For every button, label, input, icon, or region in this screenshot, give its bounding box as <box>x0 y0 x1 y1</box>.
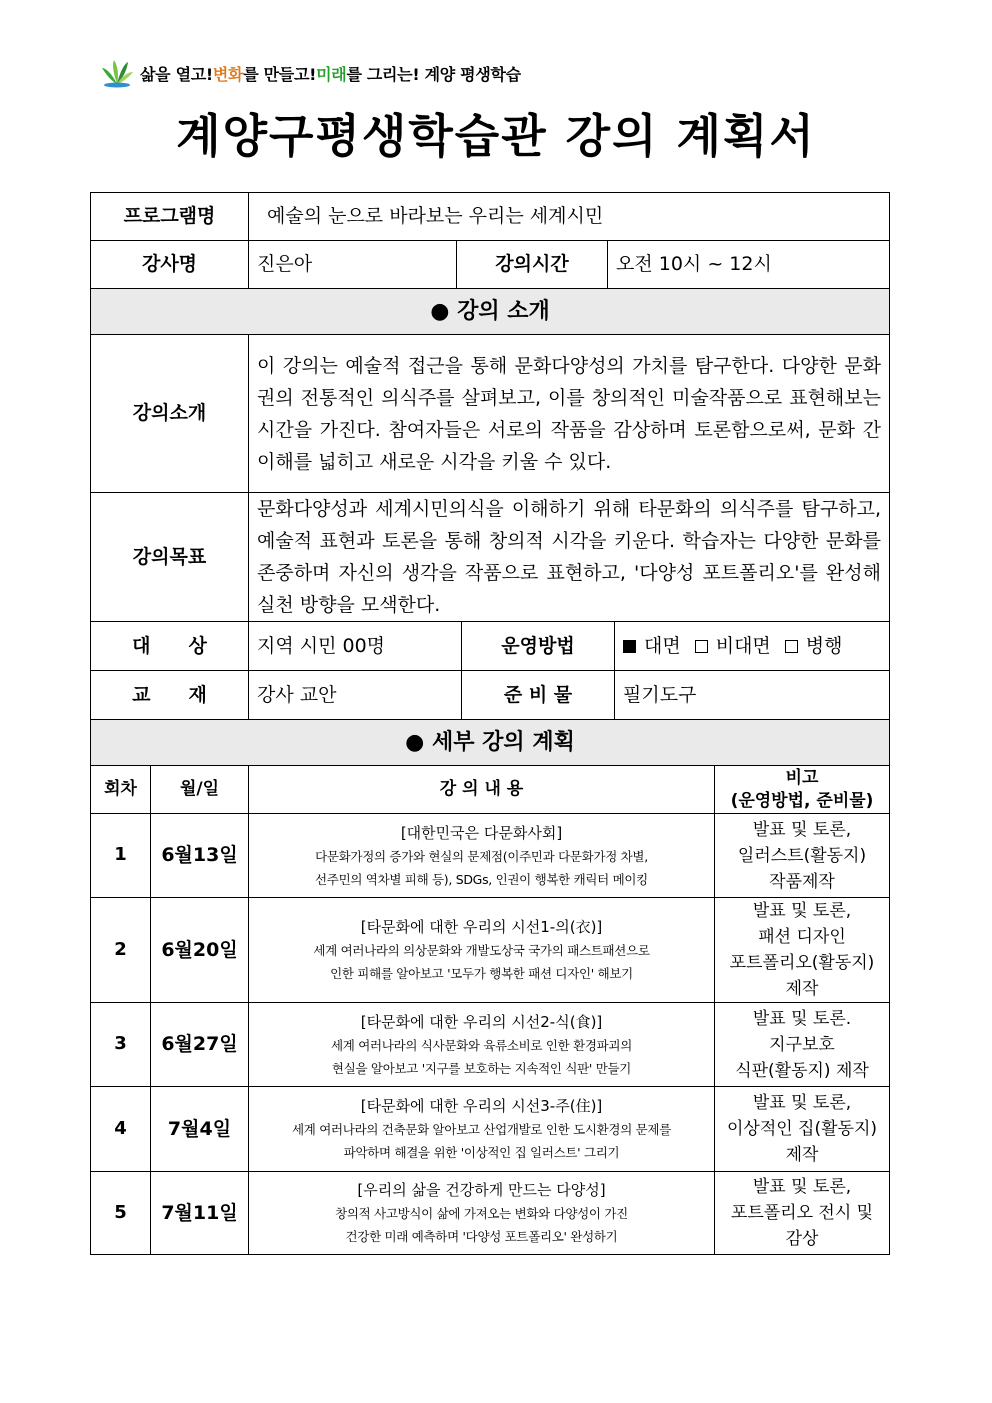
time-label: 강의시간 <box>457 241 608 289</box>
session-desc: 건강한 미래 예측하며 '다양성 포트폴리오' 완성하기 <box>345 1229 618 1244</box>
method-label: 운영방법 <box>462 622 615 671</box>
session-content <box>249 1003 715 1087</box>
goal-label: 강의목표 <box>91 493 249 622</box>
session-content <box>249 1087 715 1172</box>
prep-label: 준 비 물 <box>462 671 615 720</box>
session-title: [타문화에 대한 우리의 시선1-의(衣)] <box>360 918 603 936</box>
material-label: 교 재 <box>91 671 249 720</box>
header-date: 월/일 <box>151 766 249 814</box>
goal-row <box>91 493 890 622</box>
section-plan-title: ● 세부 강의 계획 <box>91 720 890 766</box>
session-remark: 발표 및 토론, 포트폴리오 전시 및 감상 <box>715 1172 890 1255</box>
session-remark: 발표 및 토론. 지구보호 식판(활동지) 제작 <box>715 1003 890 1087</box>
program-row <box>91 193 890 241</box>
session-date: 6월27일 <box>151 1003 249 1087</box>
session-title: [우리의 삶을 건강하게 만드는 다양성] <box>357 1181 606 1199</box>
goal-text: 문화다양성과 세계시민의식을 이해하기 위해 타문화의 의식주를 탐구하고, 예술적 표현과 토론을 통해 창의적 시각을 키운다. 학습자는 다양한 문화를 존중하며 자신의 생각을 작품으로 표현하고, '다양성 포트폴리오'를 완성해 실천 방향을 모색한다. <box>249 493 890 622</box>
slogan-highlight-change: 변화 <box>212 64 244 84</box>
program-value: 예술의 눈으로 바라보는 우리는 세계시민 <box>249 193 890 241</box>
plan-header-row <box>91 766 890 814</box>
intro-row <box>91 335 890 493</box>
session-desc: 선주민의 역차별 피해 등), SDGs, 인권이 행복한 캐릭터 메이킹 <box>315 871 648 887</box>
slogan-text-3: 를 그리는! 계양 평생학습 <box>346 64 521 84</box>
header-content: 강 의 내 용 <box>249 766 715 814</box>
session-no: 3 <box>91 1003 151 1087</box>
section-plan-header <box>91 720 890 766</box>
target-row <box>91 622 890 671</box>
session-desc: 인한 피해를 알아보고 '모두가 행복한 패션 디자인' 해보기 <box>330 966 633 981</box>
checkbox-empty-icon <box>785 640 798 653</box>
session-row <box>91 1172 890 1255</box>
slogan-text-2: 를 만들고! <box>243 64 317 84</box>
method-option-hybrid[interactable]: 병행 <box>785 631 843 661</box>
header-no: 회차 <box>91 766 151 814</box>
session-no: 1 <box>91 814 151 898</box>
slogan-highlight-future: 미래 <box>316 64 347 84</box>
checkbox-checked-icon <box>623 640 636 653</box>
section-intro-header <box>91 289 890 335</box>
header-remark: 비고 (운영방법, 준비물) <box>715 766 890 814</box>
session-content <box>249 814 715 898</box>
intro-label: 강의소개 <box>91 335 249 493</box>
method-option-online[interactable]: 비대면 <box>695 631 771 661</box>
session-remark: 발표 및 토론, 일러스트(활동지) 작품제작 <box>715 814 890 898</box>
target-value: 지역 시민 00명 <box>249 622 462 671</box>
method-options <box>615 622 890 671</box>
session-row <box>91 1003 890 1087</box>
session-desc: 현실을 알아보고 '지구를 보호하는 지속적인 식판' 만들기 <box>331 1060 632 1076</box>
session-desc: 세계 여러나라의 식사문화와 육류소비로 인한 환경파괴의 <box>331 1037 632 1053</box>
session-date: 6월13일 <box>151 814 249 898</box>
slogan-text-1: 삶을 열고! <box>140 64 213 84</box>
session-desc: 창의적 사고방식이 삶에 가져오는 변화와 다양성이 가진 <box>335 1206 628 1221</box>
session-desc: 다문화가정의 증가와 현실의 문제점(이주민과 다문화가정 차별, <box>315 848 648 864</box>
target-label: 대 상 <box>91 622 249 671</box>
instructor-row <box>91 241 890 289</box>
session-title: [타문화에 대한 우리의 시선2-식(食)] <box>360 1012 603 1031</box>
session-date: 7월4일 <box>151 1087 249 1172</box>
session-remark: 발표 및 토론, 패션 디자인 포트폴리오(활동지) 제작 <box>715 898 890 1003</box>
method-option-face[interactable]: 대면 <box>623 631 681 661</box>
session-title: [타문화에 대한 우리의 시선3-주(住)] <box>360 1097 603 1115</box>
time-value: 오전 10시 ~ 12시 <box>608 241 890 289</box>
sprout-logo-icon <box>100 58 134 88</box>
session-no: 2 <box>91 898 151 1003</box>
session-title: [대한민국은 다문화사회] <box>400 823 563 842</box>
session-desc: 파악하며 해결을 위한 '이상적인 집 일러스트' 그리기 <box>343 1145 620 1160</box>
intro-text: 이 강의는 예술적 접근을 통해 문화다양성의 가치를 탐구한다. 다양한 문화권의 전통적인 의식주를 살펴보고, 이를 창의적인 미술작품으로 표현해보는 시간을 가진다. 참여자들은 서로의 작품을 감상하며 토론함으로써, 문화 간 이해를 넓히고 새로운 시각을 키울 수 있다. <box>249 335 890 493</box>
page-title: 계양구평생학습관 강의 계획서 <box>176 109 816 163</box>
session-row <box>91 898 890 1003</box>
session-content <box>249 898 715 1003</box>
session-date: 6월20일 <box>151 898 249 1003</box>
lecture-plan-table <box>90 192 890 1255</box>
instructor-value: 진은아 <box>249 241 457 289</box>
slogan <box>100 58 521 88</box>
session-desc: 세계 여러나라의 건축문화 알아보고 산업개발로 인한 도시환경의 문제를 <box>292 1122 671 1137</box>
session-date: 7월11일 <box>151 1172 249 1255</box>
session-no: 5 <box>91 1172 151 1255</box>
session-row <box>91 1087 890 1172</box>
session-row <box>91 814 890 898</box>
session-content <box>249 1172 715 1255</box>
instructor-label: 강사명 <box>91 241 249 289</box>
material-row <box>91 671 890 720</box>
program-label: 프로그램명 <box>91 193 249 241</box>
section-intro-title: ● 강의 소개 <box>91 289 890 335</box>
prep-value: 필기도구 <box>615 671 890 720</box>
material-value: 강사 교안 <box>249 671 462 720</box>
session-remark: 발표 및 토론, 이상적인 집(활동지) 제작 <box>715 1087 890 1172</box>
session-no: 4 <box>91 1087 151 1172</box>
checkbox-empty-icon <box>695 640 708 653</box>
session-desc: 세계 여러나라의 의상문화와 개발도상국 국가의 패스트패션으로 <box>313 943 650 958</box>
